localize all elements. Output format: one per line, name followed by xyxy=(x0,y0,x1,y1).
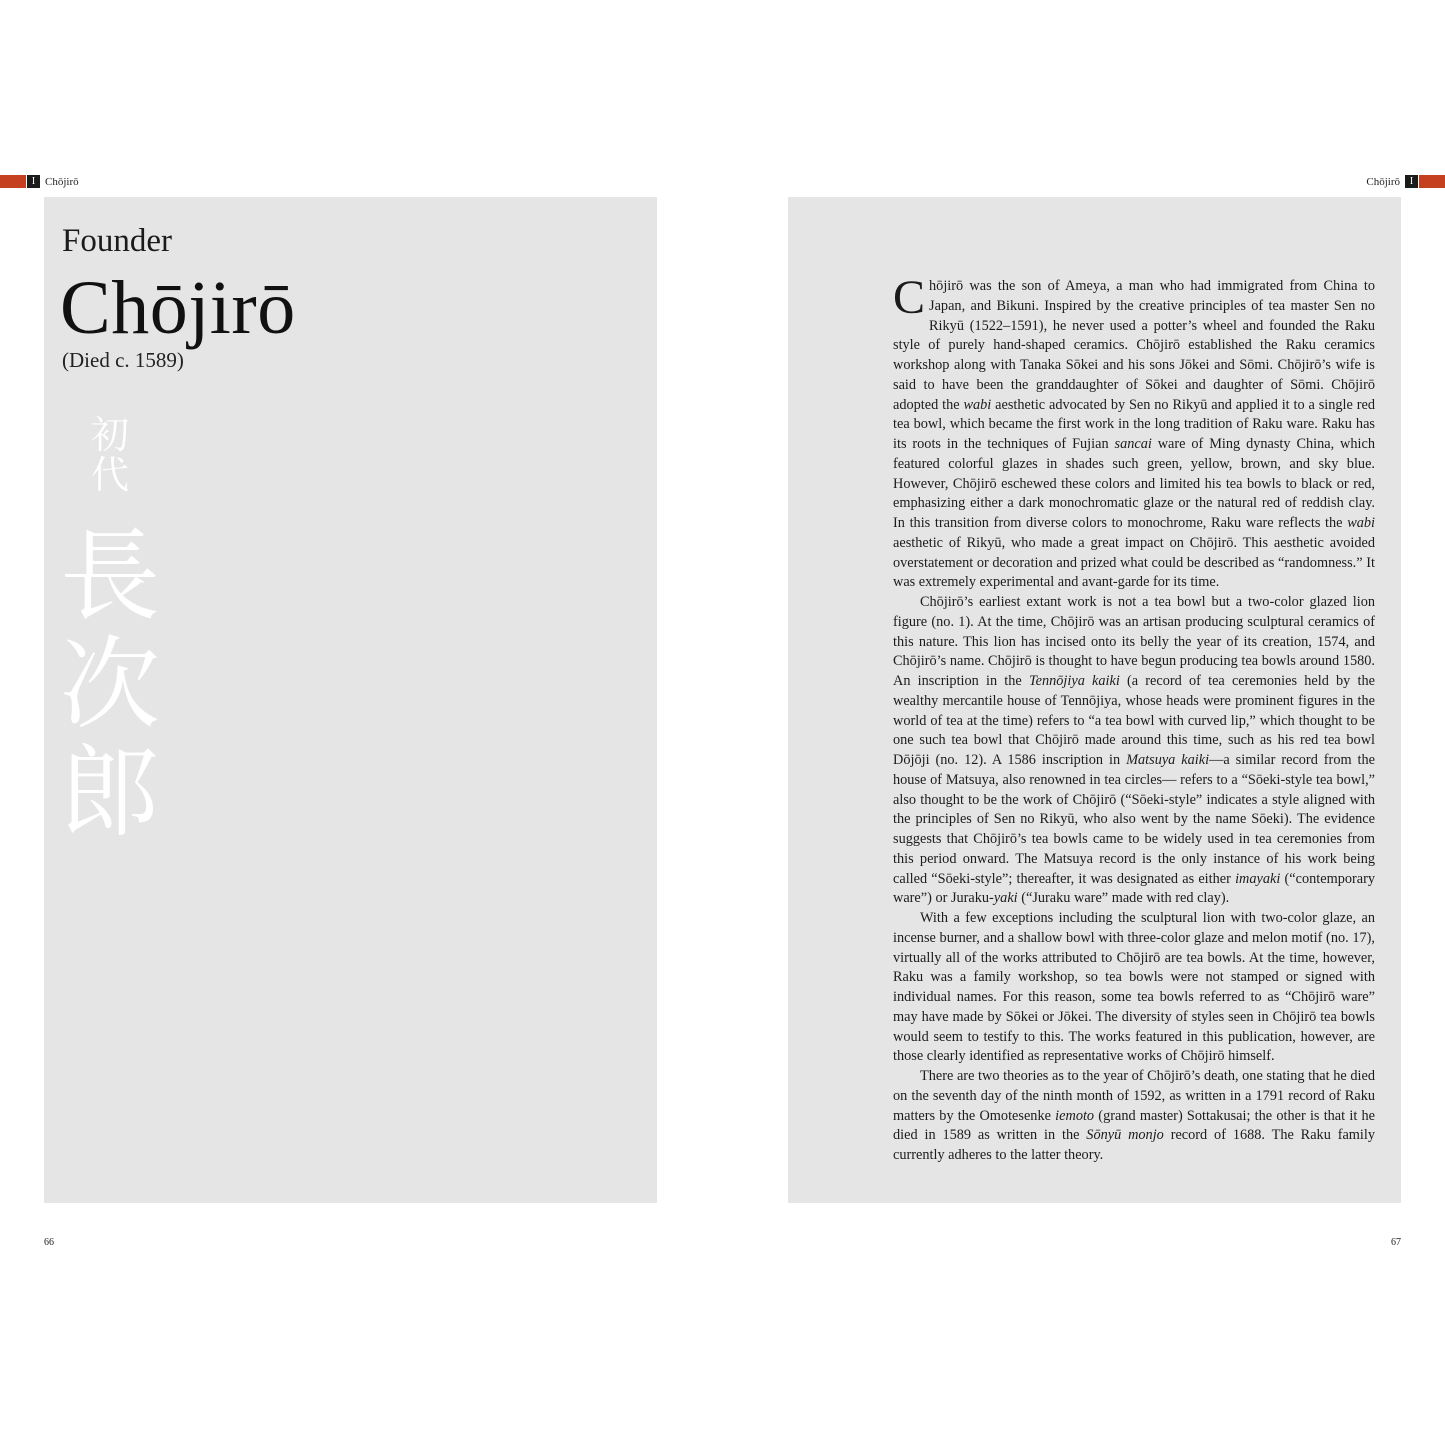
kanji-char: 代 xyxy=(90,453,129,497)
drop-cap: C xyxy=(893,271,926,324)
chapter-accent-bar-right xyxy=(1419,175,1445,188)
biography-text xyxy=(893,271,1376,1166)
founder-label: Founder xyxy=(62,223,172,259)
biography-paragraph: With a few exceptions including the sculptural lion with two-color glaze, an incense burner, and a shallow bowl with three-color glaze and melon motif (no. 17), virtually all of the works attributed to Chōjirō are tea bowls. At the time, however, Raku was a family workshop, so tea bowls were not stamped or signed with individual names. For this reason, some tea bowls referred to as “Chōjirō ware” may have made by Sōkei or Jōkei. The diversity of styles seen in Chōjirō tea bowls would seem to testify to this. The works featured in this publication, however, are those clearly identified as representative works of Chōjirō himself. xyxy=(893,910,1375,1065)
running-title-left: Chōjirō xyxy=(45,176,79,188)
right-page-panel xyxy=(788,197,1401,1203)
page-number-right: 67 xyxy=(1391,1237,1401,1248)
biography-paragraph: Chōjirō’s earliest extant work is not a tea bowl but a two-color glazed lion figure (no. 1). At the time, Chōjirō was an artisan producing sculptural ceramics of this nature. This lion has incised onto its belly the year of its creation, 1574, and Chōjirō’s name. Chōjirō is thought to have begun producing tea bowls around 1580. An inscription in the Tennōjiya kaiki (a record of tea ceremonies held by the wealthy mercantile house of Tennōjiya, whose heads were prominent figures in the world of tea at the time) refers to “a tea bowl with curved lip,” which thought to be one such tea bowl that Chōjirō made around this time, such as his red tea bowl Dōjōji (no. 12). A 1586 inscription in Matsuya kaiki—a similar record from the house of Matsuya, also renowned in tea circles— refers to a “Sōeki-style tea bowl,” also thought to be the work of Chōjirō (“Sōeki-style” indicates a style aligned with the principles of Sen no Rikyū, who also went by the name Sōeki). The evidence suggests that Chōjirō’s tea bowls came to be widely used in tea ceremonies from this period onward. The Matsuya record is the only instance of his work being called “Sōeki-style”; thereafter, it was designated as either imayaki (“contemporary ware”) or Juraku-yaki (“Juraku ware” made with red clay). xyxy=(893,594,1376,907)
biography-paragraph xyxy=(893,271,1375,593)
artist-name: Chōjirō xyxy=(60,266,296,350)
biography-paragraph: There are two theories as to the year of Chōjirō’s death, one stating that he died on the seventh day of the ninth month of 1592, as written in a 1791 record of Raku matters by the Omotesenke iemoto (grand master) Sottakusai; the other is that it he died in 1589 as written in the Sōnyū monjo record of 1688. The Raku family currently adheres to the latter theory. xyxy=(893,1068,1376,1163)
running-title-right: Chōjirō xyxy=(1366,176,1400,188)
chapter-accent-bar-left xyxy=(0,175,26,188)
left-page-panel xyxy=(44,197,657,1203)
paragraph-text: hōjirō was the son of Ameya, a man who had immigrated from China to Japan, and Bikuni. Inspired by the creative principles of tea master Sen no Rikyū (1522–1591), he never used a potter’s wheel and founded the Raku style of purely hand-shaped ceramics. Chōjirō established the Raku ceramics workshop along with Tanaka Sōkei and his sons Jōkei and Sōmi. Chōjirō’s wife is said to have been the granddaughter of Sōkei and daughter of Sōmi. Chōjirō adopted the wabi aesthetic advocated by Sen no Rikyū and applied it to a single red tea bowl, which became the first work in the long tradition of Raku ware. Raku has its roots in the techniques of Fujian sancai ware of Ming dynasty China, which featured colorful glazes in shades such green, yellow, brown, and sky blue. However, Chōjirō eschewed these colors and limited his tea bowls to black or red, emphasizing either a dark monochromatic glaze or the natural red of reddish clay. In this transition from diverse colors to monochrome, Raku ware reflects the wabi aesthetic of Rikyū, who made a great impact on Chōjirō. This aesthetic avoided overstatement or decoration and prized what could be described as “randomness.” It was extremely experimental and avant-garde for its time. xyxy=(893,278,1375,591)
chapter-marker-right: I xyxy=(1405,175,1418,188)
kanji-char: 次 xyxy=(60,626,160,743)
chapter-marker-left: I xyxy=(27,175,40,188)
kanji-generation-label xyxy=(90,415,130,495)
kanji-char: 郎 xyxy=(60,734,160,851)
page-number-left: 66 xyxy=(44,1237,54,1248)
kanji-char: 長 xyxy=(60,518,160,635)
kanji-char: 初 xyxy=(90,413,129,457)
artist-dates: (Died c. 1589) xyxy=(62,348,184,372)
kanji-name xyxy=(58,518,162,851)
